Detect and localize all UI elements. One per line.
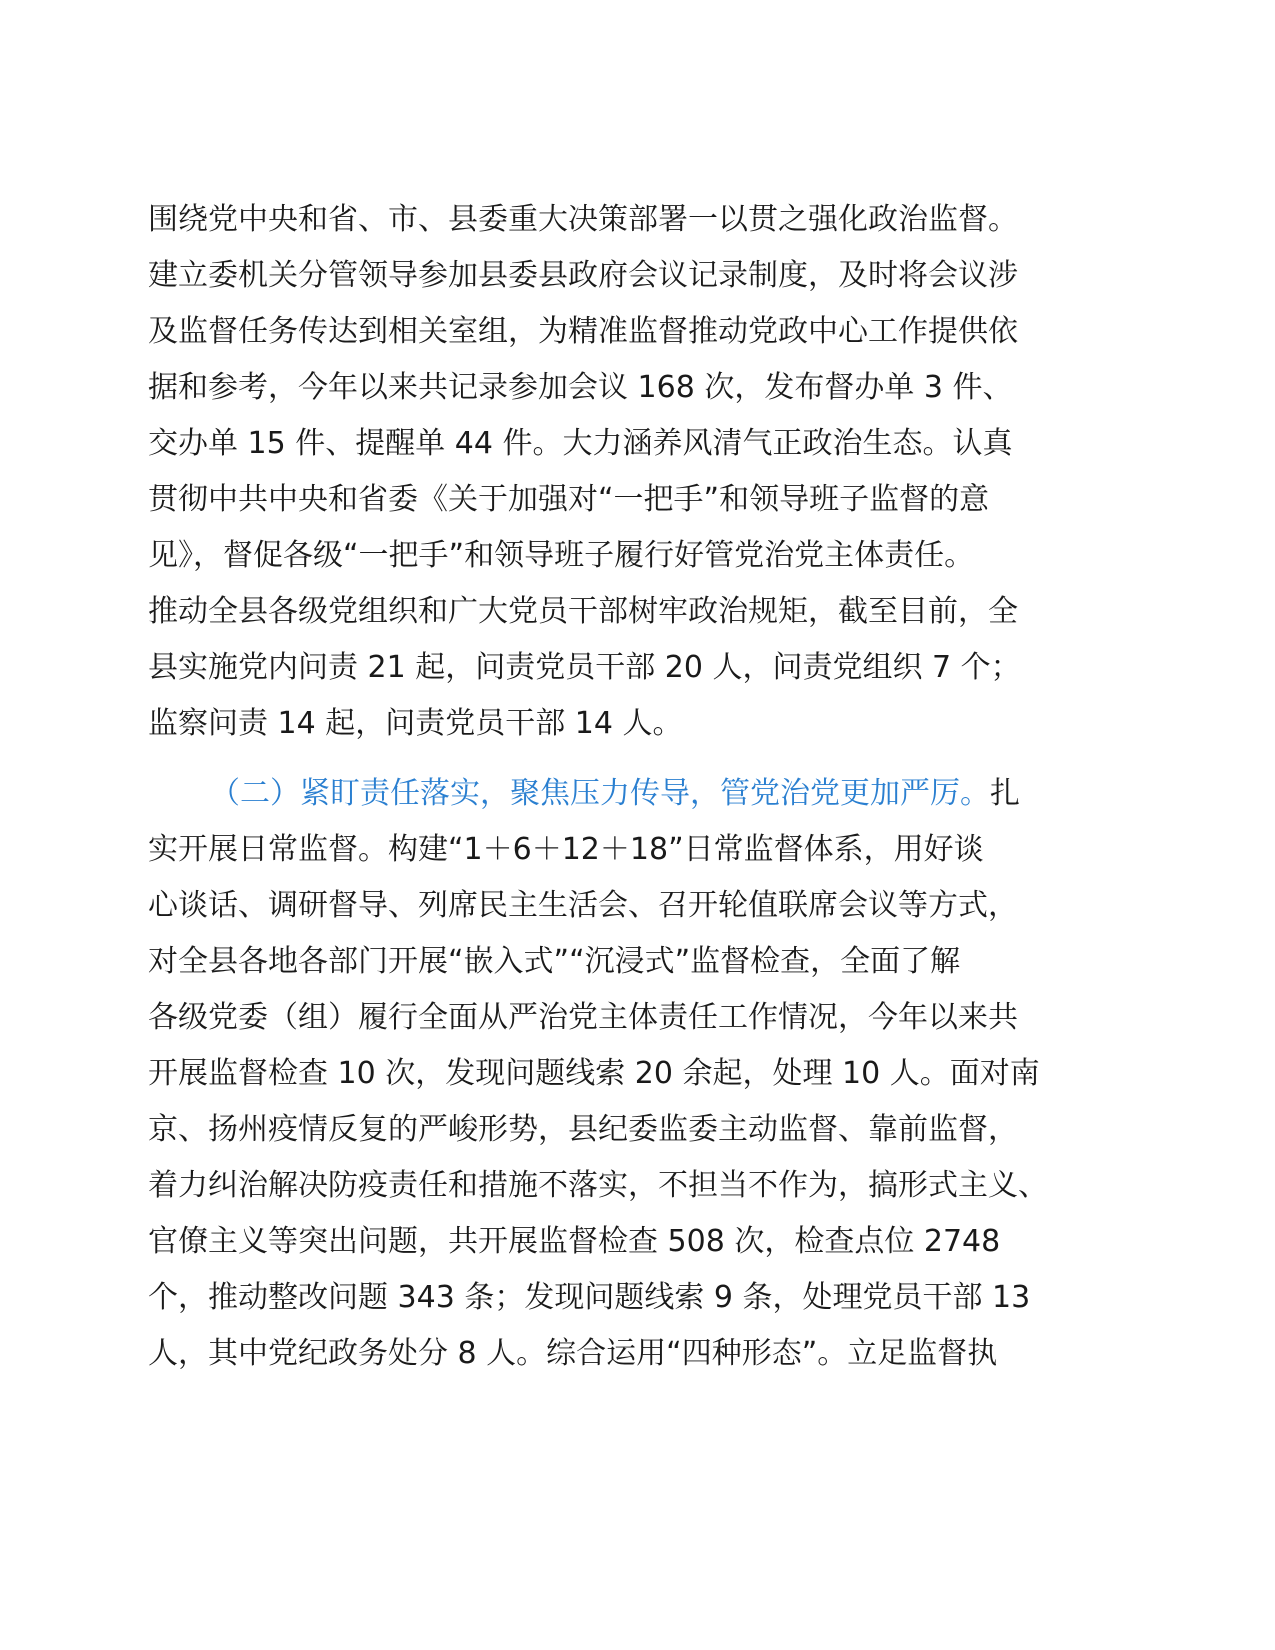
text-line: 见》，督促各级“一把手”和领导班子履行好管党治党主体责任。 xyxy=(148,538,975,573)
text-line: 监察问责 14 起，问责党员干部 14 人。 xyxy=(148,706,683,741)
text-line: 个，推动整改问题 343 条；发现问题线索 9 条，处理党员干部 13 xyxy=(148,1280,1031,1315)
text-line: 开展监督检查 10 次，发现问题线索 20 余起，处理 10 人。面对南 xyxy=(148,1056,1040,1091)
text-line: 心谈话、调研督导、列席民主生活会、召开轮值联席会议等方式， xyxy=(148,888,1018,923)
text-line: 建立委机关分管领导参加县委县政府会议记录制度，及时将会议涉 xyxy=(148,258,1018,293)
paragraph-first-line xyxy=(148,766,1123,822)
text-line: 及监督任务传达到相关室组，为精准监督推动党政中心工作提供依 xyxy=(148,314,1018,349)
text-line: 围绕党中央和省、市、县委重大决策部署一以贯之强化政治监督。 xyxy=(148,202,1018,237)
section-heading: （二）紧盯责任落实，聚焦压力传导，管党治党更加严厉。 xyxy=(210,776,990,811)
text-line: 推动全县各级党组织和广大党员干部树牢政治规矩，截至目前，全 xyxy=(148,594,1018,629)
text-line: 实开展日常监督。构建“1＋6＋12＋18”日常监督体系，用好谈 xyxy=(148,832,984,867)
paragraph-1 xyxy=(148,192,1123,752)
text-fragment: 扎 xyxy=(990,776,1020,811)
text-line: 据和参考，今年以来共记录参加会议 168 次，发布督办单 3 件、 xyxy=(148,370,1013,405)
paragraph-2 xyxy=(148,766,1123,1382)
text-line: 着力纠治解决防疫责任和措施不落实，不担当不作为，搞形式主义、 xyxy=(148,1168,1048,1203)
text-line: 官僚主义等突出问题，共开展监督检查 508 次，检查点位 2748 xyxy=(148,1224,1001,1259)
text-line: 交办单 15 件、提醒单 44 件。大力涵养风清气正政治生态。认真 xyxy=(148,426,1013,461)
text-line: 人，其中党纪政务处分 8 人。综合运用“四种形态”。立足监督执 xyxy=(148,1336,998,1371)
text-line: 县实施党内问责 21 起，问责党员干部 20 人，问责党组织 7 个； xyxy=(148,650,1021,685)
text-line: 京、扬州疫情反复的严峻形势，县纪委监委主动监督、靠前监督， xyxy=(148,1112,1018,1147)
text-line: 对全县各地各部门开展“嵌入式”“沉浸式”监督检查，全面了解 xyxy=(148,944,961,979)
text-line: 各级党委（组）履行全面从严治党主体责任工作情况，今年以来共 xyxy=(148,1000,1018,1035)
text-line: 贯彻中共中央和省委《关于加强对“一把手”和领导班子监督的意 xyxy=(148,482,990,517)
